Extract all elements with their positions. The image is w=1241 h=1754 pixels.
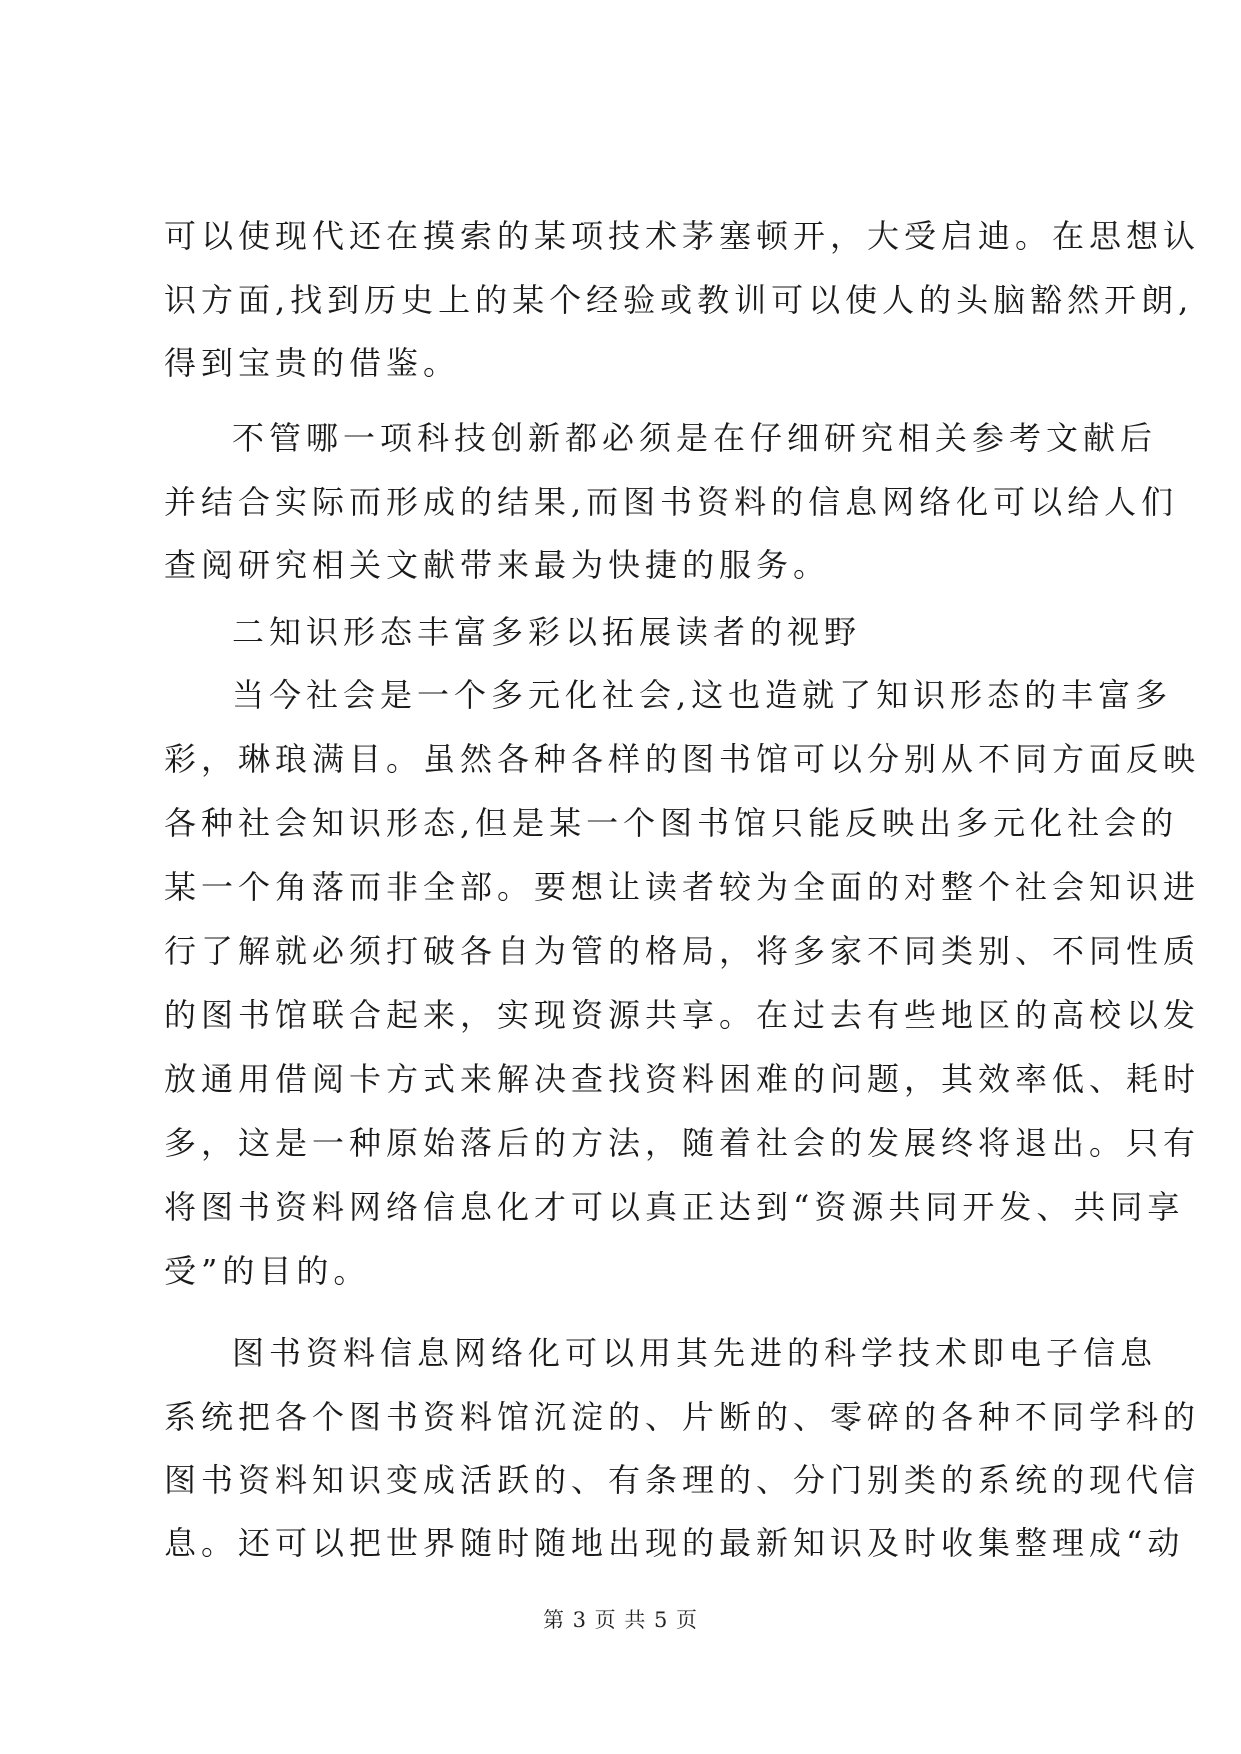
paragraph-4-line-6: 的图书馆联合起来，实现资源共享。在过去有些地区的高校以发 xyxy=(164,996,1201,1034)
paragraph-2-line-2: 并结合实际而形成的结果,而图书资料的信息网络化可以给人们 xyxy=(164,483,1179,521)
paragraph-4-line-9: 将图书资料网络信息化才可以真正达到“资源共同开发、共同享 xyxy=(164,1188,1185,1226)
paragraph-4-line-3: 各种社会知识形态,但是某一个图书馆只能反映出多元化社会的 xyxy=(164,804,1179,842)
paragraph-5-line-1: 图书资料信息网络化可以用其先进的科学技术即电子信息 xyxy=(232,1334,1158,1372)
paragraph-2-line-1: 不管哪一项科技创新都必须是在仔细研究相关参考文献后 xyxy=(232,419,1158,457)
section-heading: 二知识形态丰富多彩以拓展读者的视野 xyxy=(232,613,862,651)
paragraph-4-line-4: 某一个角落而非全部。要想让读者较为全面的对整个社会知识进 xyxy=(164,868,1201,906)
paragraph-5-line-3: 图书资料知识变成活跃的、有条理的、分门别类的系统的现代信 xyxy=(164,1461,1201,1499)
paragraph-4-line-2: 彩，琳琅满目。虽然各种各样的图书馆可以分别从不同方面反映 xyxy=(164,740,1201,778)
paragraph-1-line-1: 可以使现代还在摸索的某项技术茅塞顿开，大受启迪。在思想认 xyxy=(164,217,1201,255)
paragraph-5-line-4: 息。还可以把世界随时随地出现的最新知识及时收集整理成“动 xyxy=(164,1524,1185,1562)
paragraph-4-line-7: 放通用借阅卡方式来解决查找资料困难的问题，其效率低、耗时 xyxy=(164,1060,1201,1098)
paragraph-4-line-5: 行了解就必须打破各自为管的格局，将多家不同类别、不同性质 xyxy=(164,932,1201,970)
paragraph-4-line-10: 受”的目的。 xyxy=(164,1252,371,1290)
paragraph-1-line-2: 识方面,找到历史上的某个经验或教训可以使人的头脑豁然开朗, xyxy=(164,281,1194,319)
page-number-footer: 第 3 页 共 5 页 xyxy=(542,1608,699,1632)
paragraph-5-line-2: 系统把各个图书资料馆沉淀的、片断的、零碎的各种不同学科的 xyxy=(164,1398,1201,1436)
paragraph-4-line-1: 当今社会是一个多元化社会,这也造就了知识形态的丰富多 xyxy=(232,676,1173,714)
paragraph-4-line-8: 多，这是一种原始落后的方法，随着社会的发展终将退出。只有 xyxy=(164,1124,1201,1162)
paragraph-2-line-3: 查阅研究相关文献带来最为快捷的服务。 xyxy=(164,546,831,584)
paragraph-1-line-3: 得到宝贵的借鉴。 xyxy=(164,344,461,382)
